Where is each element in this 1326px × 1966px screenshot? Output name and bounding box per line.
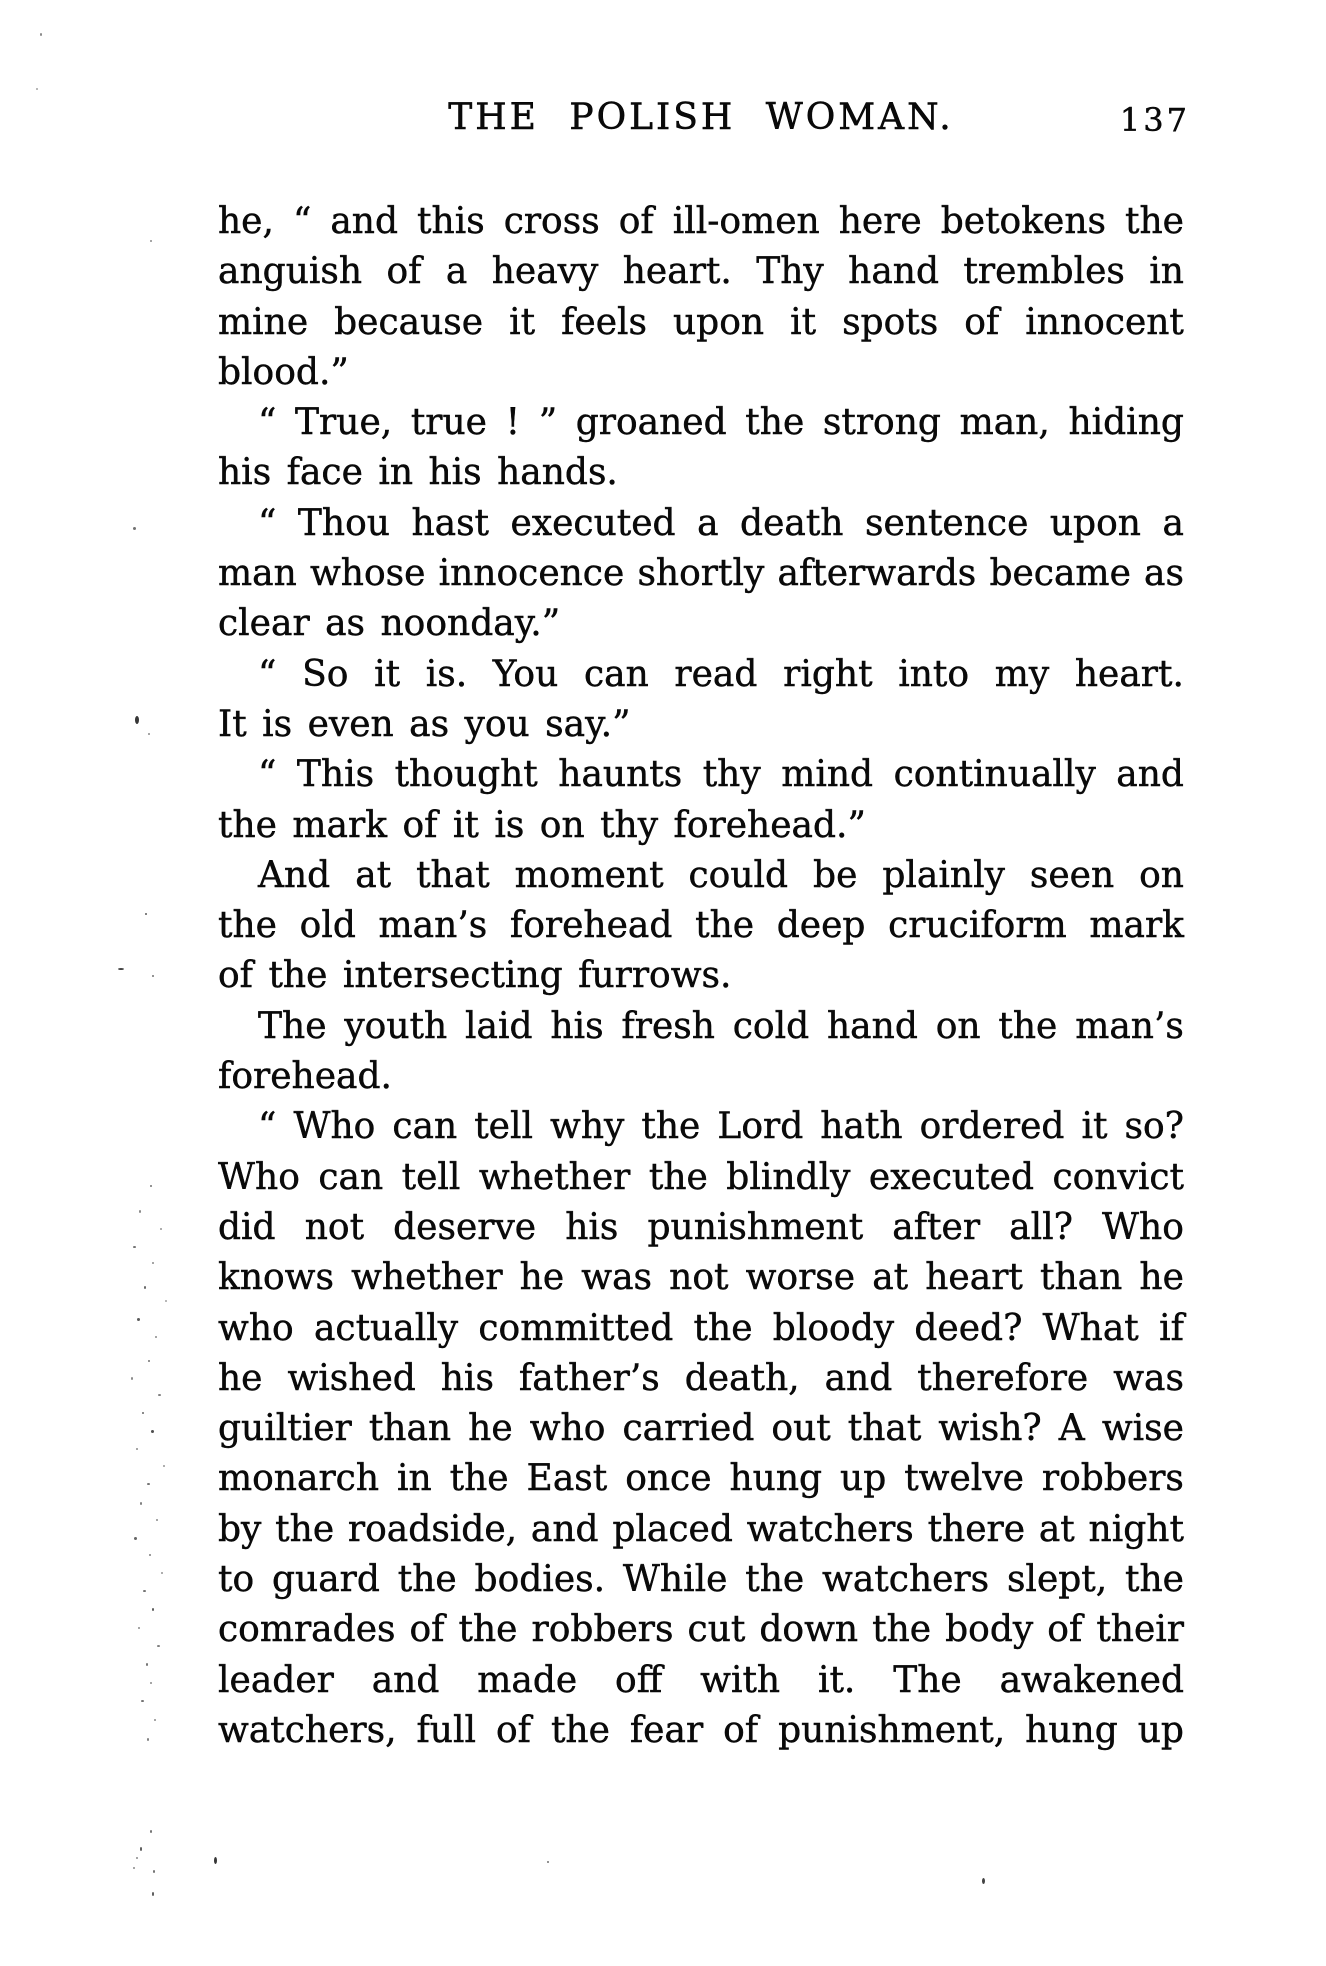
text-line: “ Who can tell why the Lord hath ordered it so? <box>258 1106 1184 1148</box>
page-text <box>218 197 1184 1756</box>
text-line: he wished his father’s death, and therefore was <box>218 1357 1184 1399</box>
text-line: monarch in the East once hung up twelve robbers <box>218 1458 1184 1500</box>
text-line: The youth laid his fresh cold hand on the man’s <box>258 1005 1184 1047</box>
text-line: leader and made off with it. The awakened <box>218 1659 1184 1701</box>
text-line: guiltier than he who carried out that wish? A wise <box>218 1408 1184 1450</box>
text-line: It is even as you say.” <box>218 703 631 745</box>
text-line: who actually committed the bloody deed? What if <box>218 1307 1184 1349</box>
text-line: by the roadside, and placed watchers there at night <box>218 1508 1184 1550</box>
text-line: his face in his hands. <box>218 452 618 494</box>
text-line: did not deserve his punishment after all? Who <box>218 1206 1184 1248</box>
text-line: “ True, true ! ” groaned the strong man, hiding <box>258 402 1184 444</box>
text-line: blood.” <box>218 351 349 393</box>
text-line: the mark of it is on thy forehead.” <box>218 804 866 846</box>
text-line: clear as noonday.” <box>218 603 561 645</box>
text-line: mine because it feels upon it spots of innocent <box>218 301 1184 343</box>
running-head <box>218 97 1190 141</box>
text-line: “ This thought haunts thy mind continually and <box>258 754 1184 796</box>
text-line: comrades of the robbers cut down the body of their <box>218 1609 1184 1651</box>
text-line: “ So it is. You can read right into my heart. <box>258 653 1184 695</box>
page-title: THE POLISH WOMAN. <box>448 97 954 138</box>
text-line: Who can tell whether the blindly executed convict <box>218 1156 1184 1198</box>
text-line: of the intersecting furrows. <box>218 955 732 997</box>
text-line: man whose innocence shortly afterwards became as <box>218 553 1184 595</box>
page-number: 137 <box>1119 101 1190 139</box>
text-line: anguish of a heavy heart. Thy hand trembles in <box>218 251 1184 293</box>
text-line: he, “ and this cross of ill-omen here betokens the <box>218 201 1184 242</box>
text-line: forehead. <box>218 1056 392 1098</box>
text-line: And at that moment could be plainly seen on <box>258 854 1184 896</box>
text-line: to guard the bodies. While the watchers slept, the <box>218 1559 1184 1601</box>
text-line: the old man’s forehead the deep cruciform mark <box>218 905 1184 947</box>
text-line: knows whether he was not worse at heart than he <box>218 1257 1184 1299</box>
text-line: watchers, full of the fear of punishment, hung up <box>218 1709 1184 1751</box>
text-line: “ Thou hast executed a death sentence upon a <box>258 502 1184 544</box>
